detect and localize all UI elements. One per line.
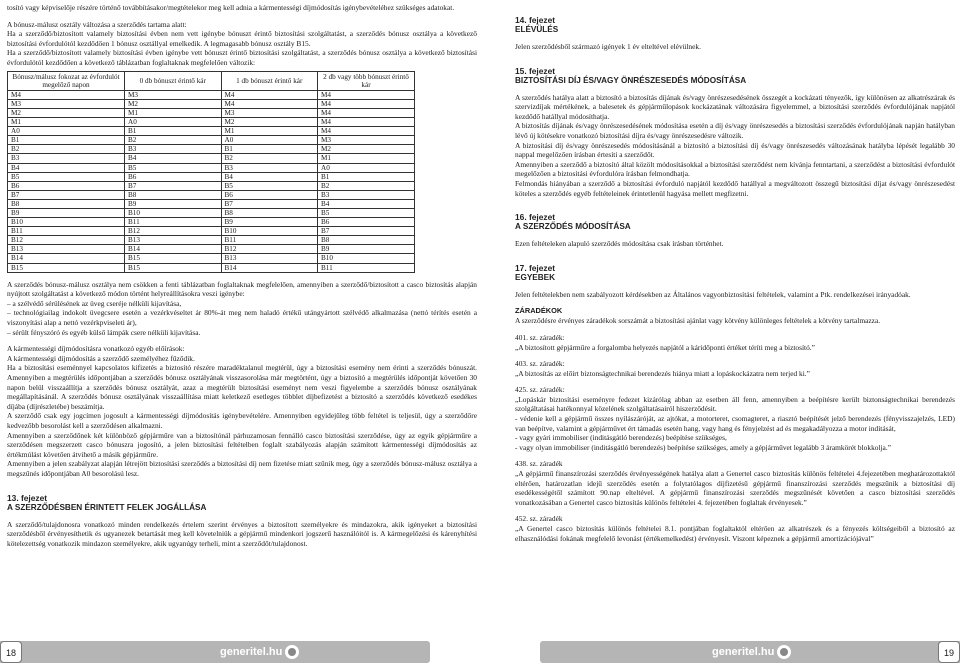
table-row	[8, 108, 415, 117]
table-cell: M4	[318, 90, 415, 99]
table-cell: B12	[8, 236, 125, 245]
table-cell: B11	[8, 227, 125, 236]
table-cell: B4	[221, 172, 318, 181]
logo-mark-icon	[285, 645, 299, 659]
section-title: BIZTOSÍTÁSI DÍJ ÉS/VAGY ÖNRÉSZESEDÉS MÓDOSÍTÁSA	[515, 75, 747, 85]
table-cell: A0	[318, 163, 415, 172]
table-cell: B2	[221, 154, 318, 163]
table-cell: B3	[221, 163, 318, 172]
table-cell: B8	[318, 236, 415, 245]
table-cell: M4	[221, 90, 318, 99]
table-cell: B15	[8, 263, 125, 272]
clause-number: 452. sz. záradék	[515, 514, 563, 524]
clauses-title: ZÁRADÉKOK	[515, 306, 563, 316]
table-cell: B15	[125, 254, 222, 263]
genertel-logo	[220, 644, 299, 660]
table-cell: B2	[318, 181, 415, 190]
list-item: - vagy olyan immobiliser (inditásgátló berendezés) beépítése szükséges, amely a gépjárművet legalább 3 áramkörét blokkolja.”	[515, 442, 891, 452]
table-cell: M4	[318, 108, 415, 117]
table-cell: M1	[318, 154, 415, 163]
table-cell: B7	[125, 181, 222, 190]
right-column	[515, 3, 955, 543]
clause-text: „A Genertel casco biztosítás különös feltételei 8.1. pontjában foglaltaktól eltérően az alkatrészek és a fényezés költségeiből a biztosító az elhasználódási fokának megfelelő levonást (értékemelkedést) érvényesít. Viszont képeznek a gépjármű amortizációjával”	[515, 524, 955, 543]
table-cell: B7	[318, 227, 415, 236]
table-cell: B12	[221, 245, 318, 254]
table-row	[8, 245, 415, 254]
table-cell: M1	[8, 118, 125, 127]
clause-text: „Lopáskár biztosítási eseményre fedezet kizárólag abban az esetben áll fenn, amennyiben a beépítésre került biztonságtechnikai berendezés szolgáltatásai hatékonnyal közelének szolgáltatásairól hiszerződésit.	[515, 394, 955, 414]
paragraph: A biztosítási díj és/vagy önrészesedés módosításánál a biztosító a biztosítási díj és/vagy önrészesedés változásának hatályba lépését legalább 30 nappal megelőzően írásban értesíti a szerződőt.	[515, 140, 955, 160]
paragraph: A szerződő/tulajdonosra vonatkozó minden rendelkezés értelem szerint érvényes a biztosított személyekre és mindazokra, akik igényeket a biztosítási szerződésből érvényesíthetik és ugyanezek betartását meg kell követelniük a gépjármű mindenkori jogszerű használóitól is. A kármegelőzési és kárenyhítési kötelezettség vonatkozik mindazon személyekre, akik ugyanúgy terheli, mint a szerződőt/tulajdonost.	[7, 519, 477, 548]
table-cell: B9	[318, 245, 415, 254]
section-number: 16. fejezet	[515, 212, 556, 223]
table-cell: B11	[221, 236, 318, 245]
table-cell: B13	[125, 236, 222, 245]
table-cell: B9	[8, 208, 125, 217]
table-cell: B10	[318, 254, 415, 263]
table-row	[8, 163, 415, 172]
table-cell: M2	[318, 145, 415, 154]
table-cell: B8	[221, 208, 318, 217]
paragraph: A szerződő csak egy jogcímen jogosult a kármentességi díjmódosítás igénybevételére. Amennyiben egyidejűleg több feltétel is teljesül, úgy a szerződőre kedvezőbb besorolást kell a szerződésen alkalmazni.	[7, 411, 477, 430]
table-cell: B11	[318, 263, 415, 272]
table-cell: M3	[8, 99, 125, 108]
table-cell: B2	[125, 136, 222, 145]
table-cell: B1	[125, 127, 222, 136]
table-row	[8, 145, 415, 154]
paragraph: Amennyiben a szerződőnek két különböző gépjárműre van a biztosítónál párhuzamosan fennálló casco biztosítási szerződése, úgy az egyik gépjárműre a szerződésen megszerzett casco bónuszra jogosító, a jelen biztosítási feltételben foglalt szabályozás alapján számított kármentességi díjmódosítás az értékmúlást követően átvihető a másik gépjárműre.	[7, 430, 477, 459]
table-row	[8, 181, 415, 190]
table-cell: B14	[8, 254, 125, 263]
table-cell: B9	[125, 199, 222, 208]
table-row	[8, 263, 415, 272]
paragraph: Amennyiben a jelen szabályzat alapján létrejött biztosítási szerződés a biztosítási díj nem fizetése miatt szűnik meg, úgy a szerződés bónusz-málusz osztálya a megszűnés időpontjában A0 besorolású lesz.	[7, 459, 477, 478]
table-cell: B8	[8, 199, 125, 208]
table-cell: B5	[221, 181, 318, 190]
clause-number: 401. sz. záradék:	[515, 332, 565, 342]
table-cell: B14	[125, 245, 222, 254]
table-cell: B15	[125, 263, 222, 272]
table-body	[8, 90, 415, 272]
table-cell: B10	[221, 227, 318, 236]
table-cell: A0	[125, 118, 222, 127]
section-number: 15. fejezet	[515, 65, 556, 76]
table-cell: B6	[125, 172, 222, 181]
table-cell: M2	[8, 108, 125, 117]
logo-mark-icon	[777, 645, 791, 659]
table-cell: B10	[8, 218, 125, 227]
page-number: 18	[0, 641, 22, 663]
paragraph: A bónusz-málusz osztály változása a szerződés tartama alatt:	[7, 19, 187, 29]
clause-number: 425. sz. záradék:	[515, 385, 565, 395]
table-row	[8, 118, 415, 127]
clause-text: „A gépjármű finanszírozási szerződés érvényességének hatálya alatt a Genertel casco biztosítás különös feltételei 4.fejezetében meghatározottaktól eltérően, határozatlan idejű szerződés esetén a folytatólagos díjfizetésű gépjármű finanszírozási szerződés megszűnik a biztosítási díj esedékességétől számított 90.nap elteltével. A gépjármű finanszírozási szerződés megszűnését követően a casco biztosítási szerződés vonatkozásában a Genertel casco biztosítás különös feltételei 4. fejezetében foglaltak érvényesek.”	[515, 469, 955, 507]
list-item: – sérült fényszóró és egyéb külső lámpák csere nélküli kijavítása.	[7, 327, 201, 337]
table-cell: M2	[125, 99, 222, 108]
table-cell: B1	[221, 145, 318, 154]
table-row	[8, 227, 415, 236]
table-row	[8, 172, 415, 181]
table-cell: B1	[318, 172, 415, 181]
section-title: ELÉVÜLÉS	[515, 25, 559, 34]
paragraph: Amennyiben a szerződő a biztosító által közölt módosításokkal a biztosítási szerződést nem kívánja fenntartani, a szerződést a biztosítási évfordulót megelőzően a biztosítási évfordulóra írásban felmondhatja.	[515, 159, 955, 179]
table-cell: B3	[125, 145, 222, 154]
table-cell: B5	[318, 208, 415, 217]
table-cell: M4	[221, 99, 318, 108]
table-cell: M4	[318, 99, 415, 108]
table-row	[8, 90, 415, 99]
table-cell: B3	[8, 154, 125, 163]
footer-bar	[0, 641, 430, 663]
table-cell: M1	[125, 108, 222, 117]
table-cell: A0	[8, 127, 125, 136]
table-header-cell: 2 db vagy több bónuszt érintő kár	[318, 71, 415, 90]
section-title: A SZERZŐDÉSBEN ÉRINTETT FELEK JOGÁLLÁSA	[7, 502, 207, 512]
table-row	[8, 236, 415, 245]
logo-text: generitel.hu	[712, 646, 775, 658]
table-cell: B4	[8, 163, 125, 172]
table-cell: M4	[318, 127, 415, 136]
table-cell: B3	[318, 190, 415, 199]
intro-paragraph: tosító vagy képviselője részére történő továbbításakor/megtételekor meg kell adnia a kármentességi díjmódosítás igénybevételéhez szükséges adatokat.	[7, 3, 455, 12]
section-number: 14. fejezet	[515, 15, 556, 25]
section-title: A SZERZŐDÉS MÓDOSÍTÁSA	[515, 222, 631, 232]
table-cell: B6	[8, 181, 125, 190]
table-row	[8, 208, 415, 217]
section-number: 17. fejezet	[515, 262, 556, 273]
clause-number: 403. sz. záradék:	[515, 359, 565, 369]
paragraph: Ha a szerződő/biztosított valamely biztosítási évben igénybe vett bónuszt érintő biztosítási szolgáltatást, a szerződés bónusz osztálya a következő biztosítási évfordulótól kezdődően a következő táblázatban foglaltaknak megfelelően változik:	[7, 48, 477, 67]
table-cell: M3	[318, 136, 415, 145]
table-cell: B12	[125, 227, 222, 236]
paragraph: Felmondás hiányában a szerződő a biztosítási évforduló napjától kezdődő hatállyal a megváltozott összegű biztosítási díjat és/vagy önrészesedést köteles a szerződés egyéb feltételeinek érintetlenül hagyása mellett megfizetni.	[515, 178, 955, 198]
table-cell: B10	[125, 208, 222, 217]
table-cell: B13	[8, 245, 125, 254]
paragraph: Jelen feltételekben nem szabályozott kérdésekben az Általános vagyonbiztosítási feltételek, valamint a Ptk. rendelkezései irányadóak.	[515, 289, 911, 299]
table-header-cell: 1 db bónuszt érintő kár	[221, 71, 318, 90]
table-row	[8, 218, 415, 227]
table-row	[8, 154, 415, 163]
table-cell: B7	[8, 190, 125, 199]
clause-number: 438. sz. záradék	[515, 459, 563, 469]
bonus-malus-table	[7, 71, 415, 273]
table-cell: M3	[221, 108, 318, 117]
table-header-cell: 0 db bónuszt érintő kár	[125, 71, 222, 90]
left-column	[7, 3, 477, 548]
paragraph: A biztosítás díjának és/vagy önrészesedésének módosítása esetén a díj és/vagy önrészesedés a biztosítási szerződés évfordulójának napján hatályban lévő új kötésekre vonatkozó biztosítási díjra és/vagy önrészesedésre változik.	[515, 121, 955, 140]
paragraph: A szerződés hatálya alatt a biztosító a biztosítás díjának és/vagy önrészesedésének összegét a kockázati tényezők, így különösen az alkatrészárak és szervizdíjak mértékének, a balesetek és gépjárműlopások kockázatának változására figyelemmel, a biztosítási szerződés évfordulójának napjától kezdődő hatállyal módosíthatja.	[515, 92, 955, 121]
table-cell: B2	[8, 145, 125, 154]
table-cell: B14	[221, 263, 318, 272]
section-title: EGYEBEK	[515, 272, 556, 282]
paragraph: Ha a biztosítási eseménnyel kapcsolatos kifizetés a biztosító részére maradéktalanul megtérül, úgy a biztosítási esemény nem érinti a szerződés bónuszát. Amennyiben a megtérülés időpontjában a szerződés bónusz osztályának visszasorolása már megtörtént, úgy a biztosító a megtérülés időpontját követően 30 napon belül visszaállítja a szerződés bónusz osztályát, azaz a megtérült biztosítási eseményt nem veszi figyelembe a szerződés bónusz osztályának megállapításánál. A szerződés bónusz osztályának visszaállítása miatt keletkező esetleges többlet díjbefizetést a biztosító a szerződés következő esedékes díjába (díjrészletébe) beszámítja.	[7, 363, 477, 411]
genertel-logo	[712, 644, 791, 660]
table-cell: B4	[125, 154, 222, 163]
list-item: - vagy gyári immobiliser (inditásgátló berendezés) beépítése szükséges,	[515, 433, 727, 443]
paragraph: Jelen szerződésből származó igények 1 év elteltével elévülnek.	[515, 42, 701, 51]
list-item: – a szélvédő sérülésének az üveg cseréje nélküli kijavítása,	[7, 298, 182, 308]
table-cell: M3	[125, 90, 222, 99]
table-cell: B1	[8, 136, 125, 145]
paragraph: A kármentességi díjmódosítás a szerződő személyéhez fűződik.	[7, 353, 195, 363]
table-cell: M2	[221, 118, 318, 127]
table-cell: B7	[221, 199, 318, 208]
paragraph: A kármentességi díjmódosításra vonatkozó egyéb előírások:	[7, 344, 185, 354]
paragraph: Ha a szerződő/biztosított valamely biztosítási évben nem vett igénybe bónuszt érintő biztosítási szolgáltatást, a szerződés bónusz osztálya a következő biztosítási évfordulótól kezdődően 1 bónusz osztállyal emelkedik. A legmagasabb bónusz osztály B15.	[7, 29, 477, 48]
table-cell: B8	[125, 190, 222, 199]
table-row	[8, 99, 415, 108]
clause-text: „A biztosítás az előírt biztonságtechnikai berendezés hiánya miatt a lopáskockázatra nem terjed ki.”	[515, 368, 810, 378]
paragraph: A szerződés bónusz-málusz osztálya nem csökken a fenti táblázatban foglaltaknak megfelelően, amennyiben a szerződő/biztosított a casco biztosítás alapján nyújtott szolgáltatást a következő módon történt helyreállításokra veszi igénybe:	[7, 279, 477, 299]
table-cell: B13	[221, 254, 318, 263]
table-cell: M4	[8, 90, 125, 99]
table-cell: B4	[318, 199, 415, 208]
table-row	[8, 199, 415, 208]
table-row	[8, 254, 415, 263]
table-cell: B9	[221, 218, 318, 227]
table-row	[8, 136, 415, 145]
page-number: 19	[938, 641, 960, 663]
paragraph: Ezen feltételeken alapuló szerződés módosítása csak írásban történhet.	[515, 239, 724, 249]
table-row	[8, 190, 415, 199]
table-cell: B11	[125, 218, 222, 227]
paragraph: A szerződésre érvényes záradékok sorszámát a biztosítási ajánlat vagy kötvény különleges feltételek a kötvény tartalmazza.	[515, 316, 881, 326]
table-cell: M1	[221, 127, 318, 136]
table-header-row	[8, 71, 415, 90]
table-cell: M4	[318, 118, 415, 127]
table-cell: B5	[125, 163, 222, 172]
table-cell: B6	[318, 218, 415, 227]
table-cell: B5	[8, 172, 125, 181]
table-cell: B6	[221, 190, 318, 199]
table-header-cell: Bónusz/málusz fokozat az évfordulót megelőző napon	[8, 71, 125, 90]
table-row	[8, 127, 415, 136]
list-item: – technológiailag indokolt üvegcsere esetén a vezérkvéseltet ár 80%-át meg nem haladó értékű utángyártott szélvédő alkalmazása (nettó térítés esetén a viszonyítási alap a nettó vezérkpviseleti ár),	[7, 308, 477, 327]
section-number: 13. fejezet	[7, 492, 48, 503]
table-cell: A0	[221, 136, 318, 145]
clause-text: „A biztosított gépjárműre a forgalomba helyezés napjától a káridőponti értéket téríti meg a biztosító.”	[515, 342, 815, 352]
logo-text: generitel.hu	[220, 646, 283, 658]
list-item: - védenie kell a gépjármű összes nyílászáróját, az ajtókat, a motorteret, csomagteret, a riasztó beépítését jelző berendezés (fényvisszajelzés, LED) van beépítve, valamint a gépjárművet ért támadás esetén hang, vagy hang és fényjelzést ad és megakadályozza a motor indítását,	[515, 414, 955, 433]
